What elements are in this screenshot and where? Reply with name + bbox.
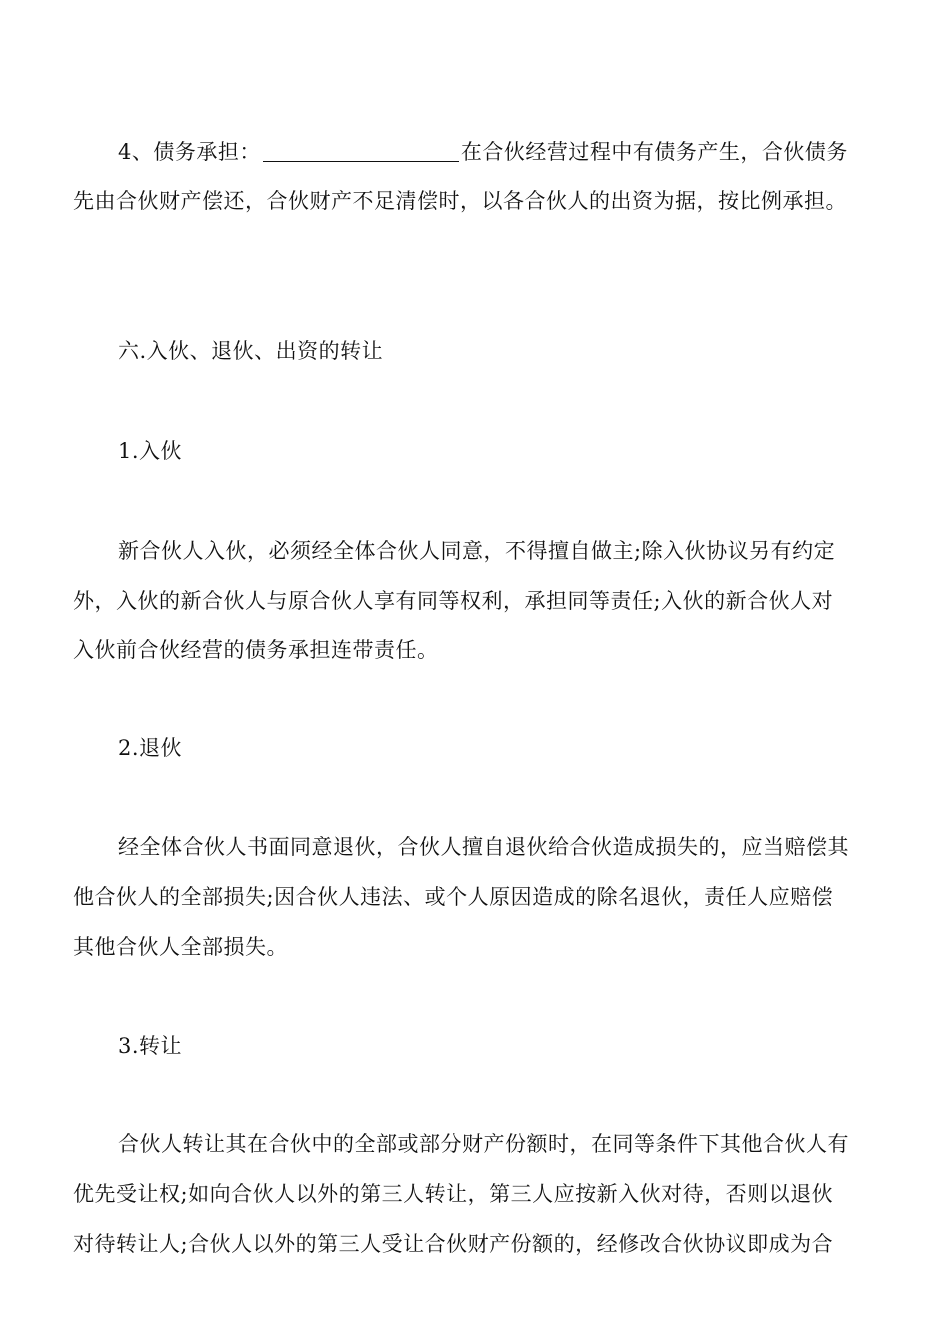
transfer-heading: 3.转让: [118, 1034, 183, 1058]
transfer-paragraph-line-2: 优先受让权;如向合伙人以外的第三人转让，第三人应按新入伙对待，否则以退伙: [73, 1182, 834, 1206]
join-heading: 1.入伙: [118, 439, 183, 463]
transfer-paragraph-line-3: 对待转让人;合伙人以外的第三人受让合伙财产份额的，经修改合伙协议即成为合: [73, 1232, 834, 1256]
debt-clause-blank: [263, 139, 459, 162]
debt-clause-line-1: [118, 136, 928, 168]
withdraw-heading: 2.退伙: [118, 736, 183, 760]
debt-clause-prefix: 4、债务承担：: [118, 140, 261, 164]
withdraw-paragraph-line-1: 经全体合伙人书面同意退伙，合伙人擅自退伙给合伙造成损失的，应当赔偿其: [118, 835, 849, 859]
withdraw-paragraph-line-3: 其他合伙人全部损失。: [73, 935, 288, 959]
debt-clause-text: 在合伙经营过程中有债务产生，合伙债务: [460, 140, 848, 164]
join-paragraph-line-3: 入伙前合伙经营的债务承担连带责任。: [73, 638, 439, 662]
transfer-paragraph-line-1: 合伙人转让其在合伙中的全部或部分财产份额时，在同等条件下其他合伙人有: [118, 1132, 849, 1156]
join-paragraph-line-2: 外，入伙的新合伙人与原合伙人享有同等权利，承担同等责任;入伙的新合伙人对: [73, 589, 834, 613]
section-6-heading: 六.入伙、退伙、出资的转让: [118, 339, 384, 363]
withdraw-paragraph-line-2: 他合伙人的全部损失;因合伙人违法、或个人原因造成的除名退伙，责任人应赔偿: [73, 885, 834, 909]
debt-clause-line-2: 先由合伙财产偿还，合伙财产不足清偿时，以各合伙人的出资为据，按比例承担。: [73, 189, 847, 213]
join-paragraph-line-1: 新合伙人入伙，必须经全体合伙人同意，不得擅自做主;除入伙协议另有约定: [118, 539, 836, 563]
